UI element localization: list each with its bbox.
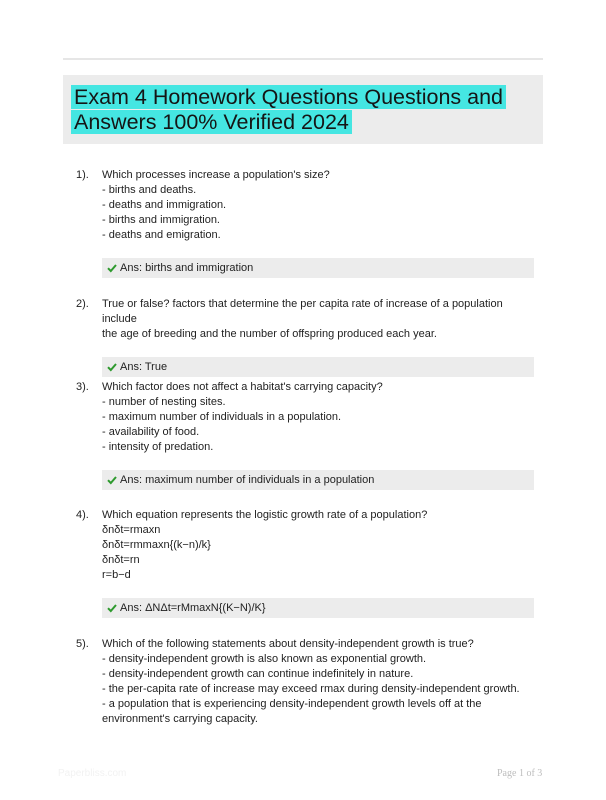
answer-box — [102, 357, 534, 377]
option-line: δnδt=rn — [102, 554, 140, 566]
question-3 — [63, 380, 543, 490]
option-line: δnδt=rmaxn — [102, 524, 161, 536]
question-line: True or false? factors that determine the per capita rate of increase of a population include — [102, 298, 503, 325]
question-1 — [63, 168, 543, 278]
question-4 — [63, 508, 543, 618]
question-text — [102, 508, 534, 583]
question-text — [102, 297, 534, 342]
option-line: - density-independent growth can continue indefinitely in nature. — [102, 668, 414, 680]
option-line: - density-independent growth is also known as exponential growth. — [102, 653, 427, 665]
document-title — [71, 85, 531, 135]
answer-box — [102, 470, 534, 490]
option-line: - availability of food. — [102, 426, 200, 438]
answer-text: Ans: ΔNΔt=rMmaxN{(K−N)/K} — [120, 602, 266, 614]
checkmark-icon — [107, 362, 117, 372]
question-line: Which processes increase a population's size? — [102, 169, 330, 181]
question-number: 4). — [76, 509, 89, 521]
checkmark-icon — [107, 475, 117, 485]
option-line: - deaths and emigration. — [102, 229, 221, 241]
option-line: - number of nesting sites. — [102, 396, 226, 408]
question-text — [102, 637, 534, 727]
question-line: Which equation represents the logistic growth rate of a population? — [102, 509, 428, 521]
question-2 — [63, 297, 543, 377]
question-number: 1). — [76, 169, 89, 181]
footer-watermark: Paperbliss.com — [58, 768, 127, 779]
question-number: 3). — [76, 381, 89, 393]
checkmark-icon — [107, 603, 117, 613]
option-line: environment's carrying capacity. — [102, 713, 258, 725]
option-line: - the per-capita rate of increase may exceed rmax during density-independent growth. — [102, 683, 520, 695]
question-5 — [63, 637, 543, 727]
option-line: - maximum number of individuals in a population. — [102, 411, 342, 423]
option-line: r=b−d — [102, 569, 131, 581]
question-number: 5). — [76, 638, 89, 650]
option-line: - births and immigration. — [102, 214, 220, 226]
answer-text: Ans: True — [120, 361, 168, 373]
answer-box — [102, 258, 534, 278]
option-line: δnδt=rmmaxn{(k−n)/k} — [102, 539, 211, 551]
question-line: the age of breeding and the number of offspring produced each year. — [102, 328, 437, 340]
page-indicator: Page 1 of 3 — [497, 768, 543, 779]
question-line: Which factor does not affect a habitat's carrying capacity? — [102, 381, 383, 393]
option-line: - births and deaths. — [102, 184, 197, 196]
document-title-text: Exam 4 Homework Questions Questions and Answers 100% Verified 2024 — [71, 85, 506, 134]
answer-text: Ans: maximum number of individuals in a population — [120, 474, 375, 486]
option-line: - deaths and immigration. — [102, 199, 227, 211]
option-line: - intensity of predation. — [102, 441, 214, 453]
question-text — [102, 168, 534, 243]
top-divider — [63, 58, 543, 60]
question-text — [102, 380, 534, 455]
title-banner — [63, 75, 543, 144]
question-number: 2). — [76, 298, 89, 310]
checkmark-icon — [107, 263, 117, 273]
answer-box — [102, 598, 534, 618]
answer-text: Ans: births and immigration — [120, 262, 254, 274]
question-line: Which of the following statements about density-independent growth is true? — [102, 638, 474, 650]
option-line: - a population that is experiencing density-independent growth levels off at the — [102, 698, 482, 710]
